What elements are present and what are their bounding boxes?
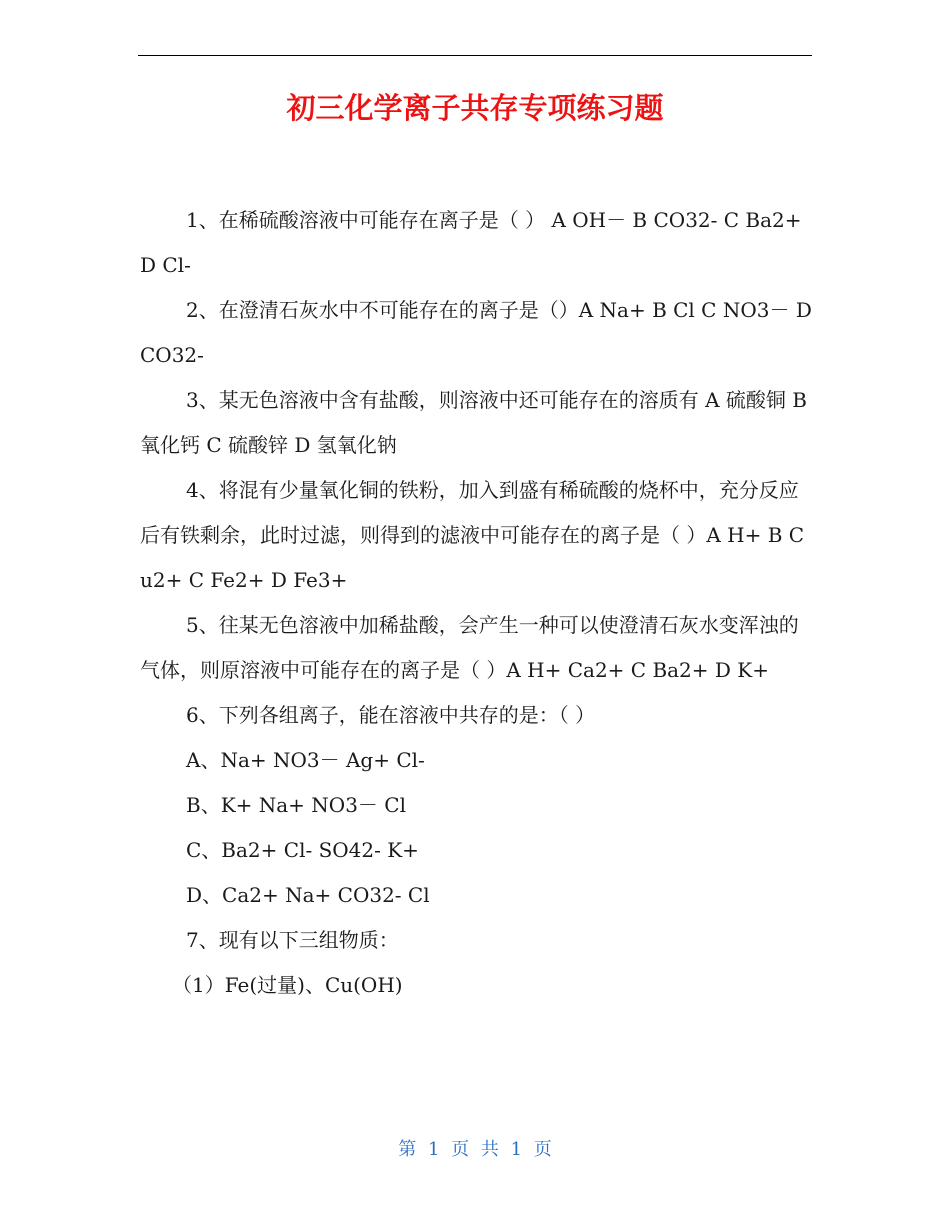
question-3: 3、某无色溶液中含有盐酸，则溶液中还可能存在的溶质有 A 硫酸铜 B 氧化钙 C 硫酸锌 D 氢氧化钠 (140, 388, 807, 457)
question-4: 4、将混有少量氧化铜的铁粉，加入到盛有稀硫酸的烧杯中，充分反应后有铁剩余，此时过滤，则得到的滤液中可能存在的离子是（ ）A H+ B Cu2+ C Fe2+ D Fe3+ (140, 478, 805, 592)
question-6-option-a: A、Na+ NO3－ Ag+ Cl- (186, 748, 425, 772)
question-7-item-1: （1）Fe(过量)、Cu(OH) (172, 973, 403, 997)
document-body (140, 198, 812, 1008)
header-rule (138, 55, 812, 56)
question-7: 7、现有以下三组物质： (186, 928, 399, 952)
question-5: 5、往某无色溶液中加稀盐酸，会产生一种可以使澄清石灰水变浑浊的气体，则原溶液中可能存在的离子是（ ）A H+ Ca2+ C Ba2+ D K+ (140, 613, 799, 682)
document-title: 初三化学离子共存专项练习题 (286, 91, 664, 125)
question-6-option-b: B、K+ Na+ NO3－ Cl (186, 793, 406, 817)
question-1: 1、在稀硫酸溶液中可能存在离子是（ ） A OH－ B CO32- C Ba2+ D Cl- (140, 208, 802, 277)
question-6: 6、下列各组离子，能在溶液中共存的是：（ ） (186, 703, 596, 727)
question-6-option-d: D、Ca2+ Na+ CO32- Cl (186, 883, 430, 907)
question-6-option-c: C、Ba2+ Cl- SO42- K+ (186, 838, 419, 862)
question-2: 2、在澄清石灰水中不可能存在的离子是（）A Na+ B Cl C NO3－ D CO32- (140, 298, 812, 367)
page-footer: 第 1 页 共 1 页 (398, 1139, 552, 1160)
